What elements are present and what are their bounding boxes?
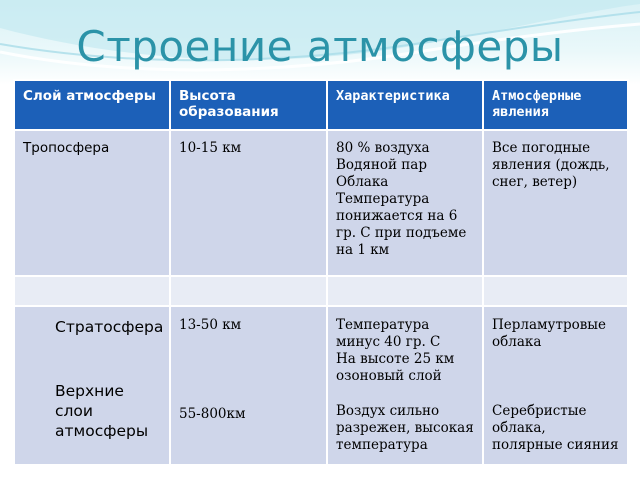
table-row-empty	[14, 276, 628, 306]
table-header-row	[14, 80, 628, 130]
height-upper-atmosphere: 55-800км	[179, 406, 246, 422]
char-line: На высоте 25 км озоновый слой	[336, 351, 455, 384]
spacer	[179, 334, 318, 406]
slide-title: Строение атмосферы	[76, 22, 564, 71]
layer-stratosphere: Стратосфера	[55, 318, 164, 336]
empty-cell	[483, 276, 628, 306]
char-line: Воздух сильно разрежен, высокая температура	[336, 403, 474, 453]
table-row-troposphere	[14, 130, 628, 276]
cell-troposphere-layer: Тропосфера	[14, 130, 170, 276]
cell-troposphere-phenomena: Все погодные явления (дождь, снег, ветер)	[483, 130, 628, 276]
char-line: Облака	[336, 174, 389, 190]
spacer	[492, 351, 619, 403]
header-height: Высота образования	[170, 80, 327, 130]
header-phenomena: Атмосферные явления	[483, 80, 628, 130]
char-line: 80 % воздуха	[336, 140, 430, 156]
phenomena-stratosphere: Перламутровые облака	[492, 317, 607, 350]
atmosphere-table	[13, 79, 629, 466]
cell-upper-phenomena	[483, 306, 628, 465]
height-stratosphere: 13-50 км	[179, 317, 242, 333]
spacer	[336, 385, 474, 403]
header-layer: Слой атмосферы	[14, 80, 170, 130]
cell-troposphere-height: 10-15 км	[170, 130, 327, 276]
char-line: Водяной пар	[336, 157, 427, 173]
char-line: Температура понижается на 6 гр. С при подъеме на 1 км	[336, 191, 467, 258]
empty-cell	[14, 276, 170, 306]
table-row-upper-layers	[14, 306, 628, 465]
header-characteristics: Характеристика	[327, 80, 483, 130]
char-line: Температура минус 40 гр. С	[336, 317, 441, 350]
spacer	[55, 337, 161, 381]
phenomena-upper-atmosphere: Серебристые облака, полярные сияния	[492, 403, 619, 453]
cell-upper-layers	[14, 306, 170, 465]
empty-cell	[170, 276, 327, 306]
layer-upper-atmosphere: Верхние слои атмосферы	[55, 382, 149, 440]
cell-troposphere-characteristics	[327, 130, 483, 276]
empty-cell	[327, 276, 483, 306]
cell-upper-heights	[170, 306, 327, 465]
cell-upper-characteristics	[327, 306, 483, 465]
